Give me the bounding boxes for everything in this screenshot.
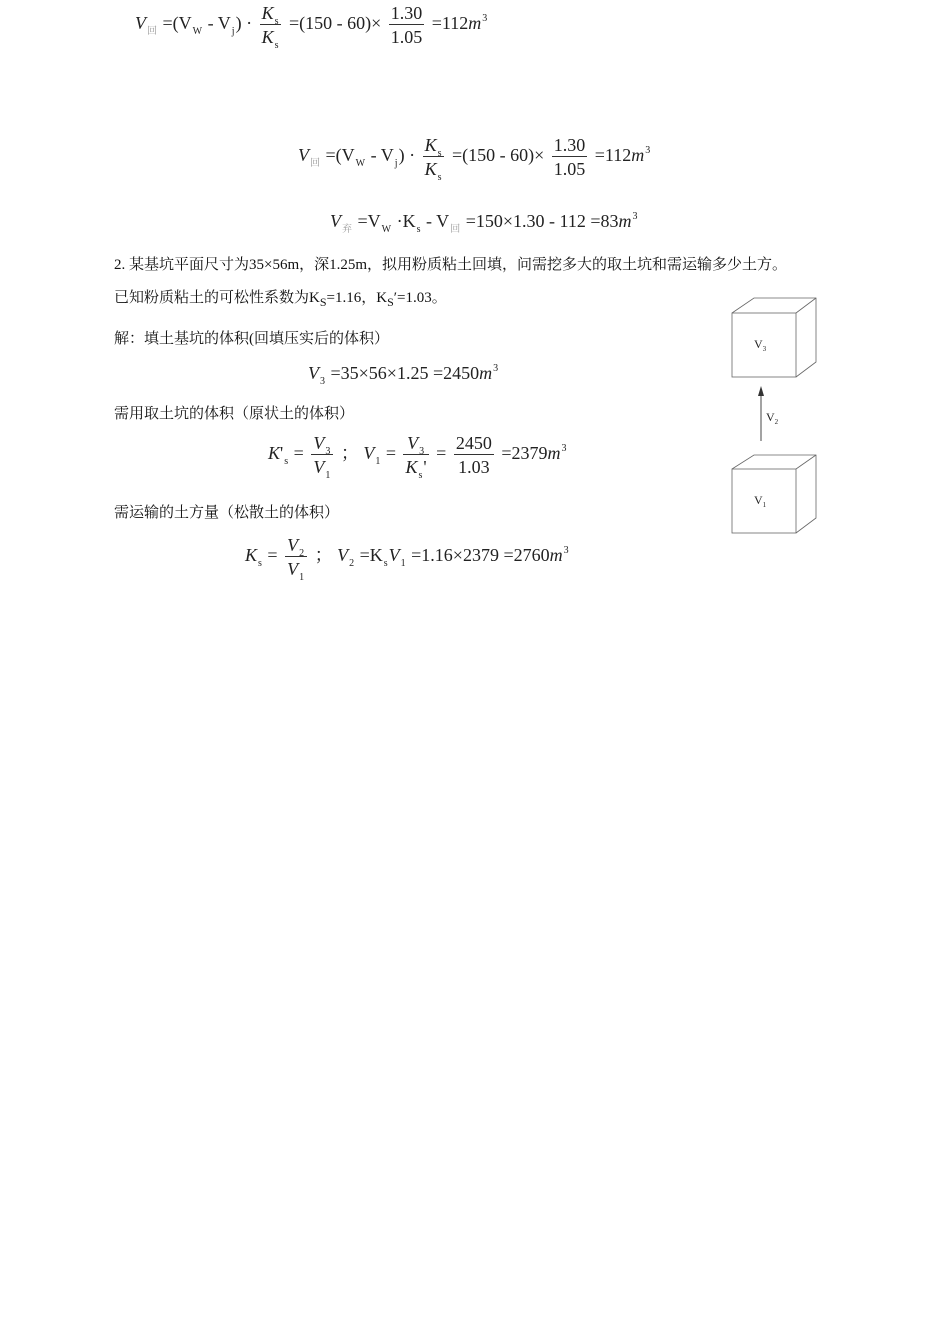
formula-v3 [308, 363, 499, 387]
num-v: V [313, 433, 325, 453]
var-v1: V [363, 443, 375, 464]
problem-statement-line-1: 2. 某基坑平面尺寸为35×56m，深1.25m，拟用粉质粘土回填，问需挖多大的取土坑和需运输多少土方。 [114, 257, 788, 273]
unit-cube: 3 [632, 211, 638, 222]
sub-hui: 回 [450, 224, 461, 235]
label-v1: $V_1$ [754, 493, 767, 509]
text-pre: 已知粉质粘土的可松性系数为K [114, 290, 320, 306]
text-end: ′=1.03。 [393, 290, 447, 306]
sub-w: W [355, 158, 366, 170]
cube-v3 [732, 298, 816, 377]
unit-m: m [549, 545, 563, 566]
unit-m: m [631, 145, 645, 166]
formula-backfill-volume-1 [135, 3, 488, 51]
denominator: 1.03 [458, 457, 490, 477]
result: =150×1.30 - 112 =83 [465, 211, 619, 231]
equals: = [162, 13, 173, 34]
var-v1: V [388, 545, 400, 566]
unit-m: m [547, 443, 561, 464]
equals: = [293, 443, 304, 464]
num-sub: 2 [299, 548, 305, 559]
fraction-v2-v1 [285, 535, 307, 583]
unit-m: m [618, 211, 632, 231]
formula-v1 [268, 433, 567, 481]
open-paren: (V [172, 13, 192, 34]
unit-cube: 3 [645, 145, 651, 157]
ks-num: K [261, 3, 274, 23]
sub-w: W [381, 224, 392, 235]
sub-3: 3 [320, 376, 325, 387]
open-paren: (V [335, 145, 355, 166]
result: =112 [594, 145, 632, 166]
solution-intro: 解：填土基坑的体积(回填压实后的体积） [114, 331, 389, 347]
sub-j: j [231, 26, 235, 38]
fraction-v3-v1 [311, 433, 333, 481]
num-sub: 3 [419, 446, 425, 457]
label-v2: $V_2$ [766, 410, 779, 426]
soil-volume-diagram [725, 293, 845, 543]
problem-statement-line-2 [114, 286, 447, 307]
numerator: 1.30 [390, 3, 423, 23]
semicolon: ； [314, 545, 333, 566]
equals: = [267, 545, 278, 566]
ks-den-sub: s [274, 40, 279, 51]
var-v3: V [308, 363, 319, 383]
fraction-numeric [454, 434, 494, 476]
sub-qi: 弃 [342, 224, 352, 235]
expr: =(150 - 60)× [288, 13, 382, 34]
expr: =35×56×1.25 =2450 [330, 363, 480, 383]
prime: ' [280, 443, 284, 464]
sub-j: j [394, 158, 398, 170]
close-paren: ) [398, 145, 405, 166]
var-v2: V [337, 545, 349, 566]
den-sub: s [418, 470, 423, 481]
unit-cube: 3 [493, 363, 499, 374]
unit-cube: 3 [482, 13, 488, 25]
numerator: 1.30 [553, 135, 586, 155]
unit-cube: 3 [563, 545, 569, 557]
ks-num-sub: s [437, 148, 442, 159]
den-prime: ' [423, 457, 427, 477]
close-paren: ) [235, 13, 242, 34]
sub-w: W [192, 26, 203, 38]
sub-s2: S [387, 295, 394, 309]
equals-vw: =V [357, 211, 381, 231]
fraction-ks [260, 3, 282, 51]
sub-s2: s [383, 558, 388, 570]
numerator: 2450 [455, 433, 492, 453]
ks-den: K [424, 159, 437, 179]
sub-hui: 回 [147, 26, 157, 38]
ks-num-sub: s [274, 16, 279, 27]
num-v: V [407, 433, 419, 453]
dot: · [246, 13, 253, 34]
borrow-pit-heading: 需用取土坑的体积（原状土的体积） [114, 406, 355, 422]
label-v3: $V_3$ [754, 337, 767, 353]
sub-2: 2 [349, 558, 355, 570]
var-v: V [330, 211, 341, 231]
equals-k: =K [359, 545, 383, 566]
ks-num: K [424, 135, 437, 155]
result: =1.16×2379 =2760 [411, 545, 550, 566]
times-ks: ·K [392, 211, 416, 231]
den-v: V [313, 457, 325, 477]
var-k: K [245, 545, 258, 566]
sub-1: 1 [400, 558, 406, 570]
fraction-v3-ks [403, 433, 428, 481]
cube-v1 [732, 455, 816, 533]
minus-vj: - V [366, 145, 394, 166]
minus-vj: - V [203, 13, 231, 34]
num-sub: 3 [325, 446, 331, 457]
result: =2379 [501, 443, 548, 464]
semicolon: ； [340, 443, 359, 464]
var-k: K [268, 443, 281, 464]
sub-s: s [416, 224, 421, 235]
den-k: K [405, 457, 418, 477]
unit-cube: 3 [561, 443, 567, 455]
transport-heading: 需运输的土方量（松散土的体积） [114, 505, 340, 521]
result: =112 [431, 13, 469, 34]
formula-backfill-volume-2 [298, 135, 651, 183]
den-v: V [287, 559, 299, 579]
formula-v2 [245, 535, 569, 583]
sub-s1: S [319, 295, 327, 309]
unit-m: m [479, 363, 493, 383]
fraction-ratio [552, 136, 588, 178]
sub-hui: 回 [310, 158, 320, 170]
ks-den-sub: s [437, 172, 442, 183]
denominator: 1.05 [553, 159, 586, 179]
formula-surplus-volume [330, 211, 638, 235]
equals: = [325, 145, 336, 166]
num-v: V [287, 535, 299, 555]
sub-1: 1 [375, 456, 381, 468]
sub-s: s [258, 558, 262, 570]
unit-m: m [468, 13, 482, 34]
equals-2: = [385, 443, 396, 464]
expr: =(150 - 60)× [451, 145, 545, 166]
den-sub: 1 [325, 470, 331, 481]
ks-den: K [261, 27, 274, 47]
text-mid: =1.16，K [326, 290, 388, 306]
denominator: 1.05 [390, 27, 423, 47]
equals-3: = [436, 443, 447, 464]
arrow-v2 [758, 386, 764, 441]
minus-v: - V [421, 211, 450, 231]
var-v: V [298, 145, 309, 166]
den-sub: 1 [299, 572, 305, 583]
fraction-ratio [389, 4, 425, 46]
sub-s: s [284, 456, 289, 468]
fraction-ks [423, 135, 445, 183]
var-v: V [135, 13, 146, 34]
dot: · [409, 145, 416, 166]
